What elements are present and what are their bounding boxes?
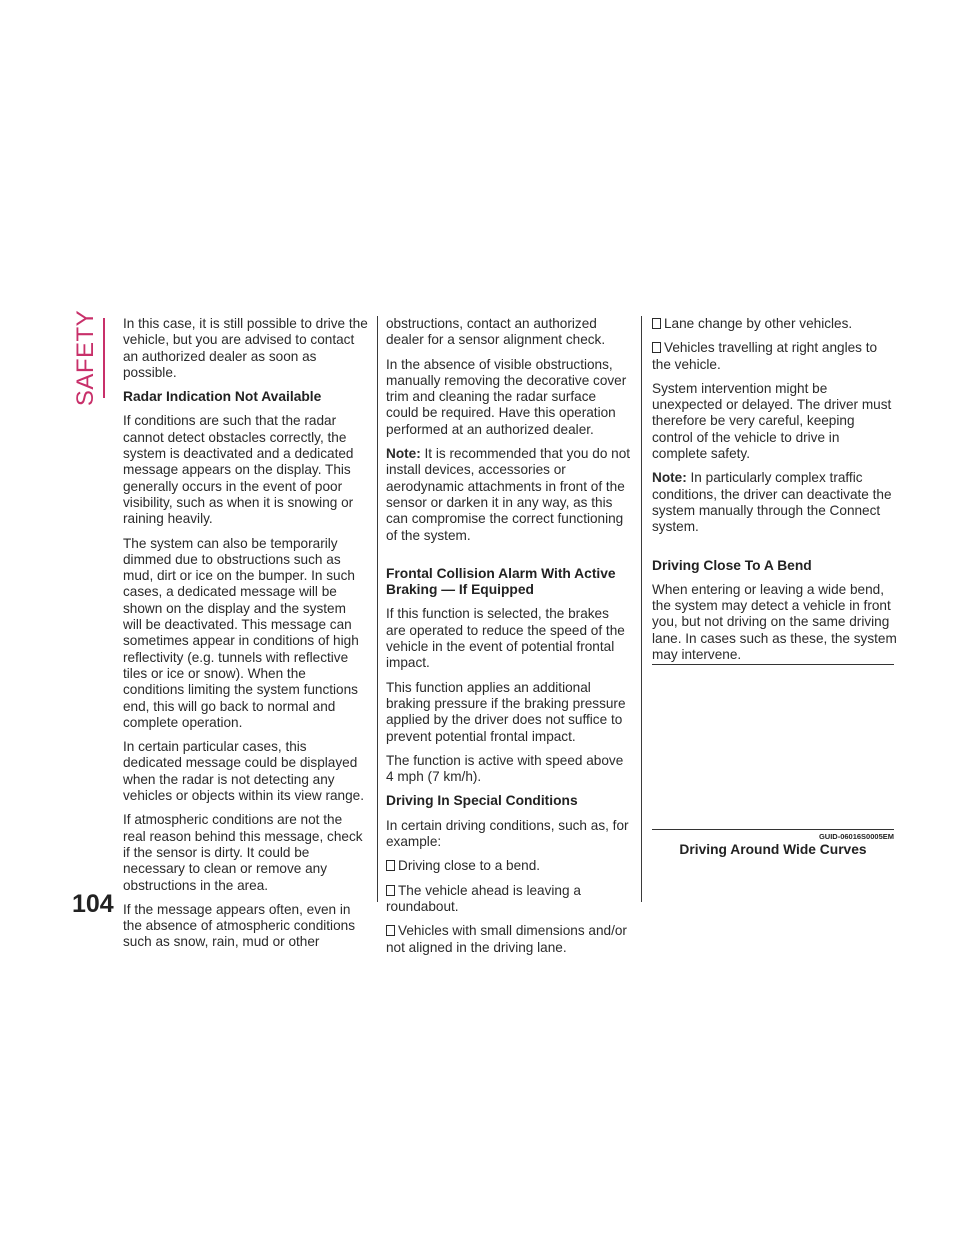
figure-id: GUID-06016S0005EM	[818, 832, 894, 841]
note-label: Note:	[386, 446, 421, 462]
paragraph: If conditions are such that the radar cannot detect obstacles correctly, the system is deactivated and a dedicated message appears on the display. This generally occurs in the event of poor visibility, such as when it is snowing or raining heavily.	[123, 413, 354, 527]
figure-caption: Driving Around Wide Curves	[679, 842, 867, 857]
section-tab	[72, 309, 100, 407]
heading-radar-not-available: Radar Indication Not Available	[123, 389, 322, 405]
paragraph: The function is active with speed above 4 mph (7 km/h).	[386, 752, 624, 785]
heading-driving-close-to-bend: Driving Close To A Bend	[652, 557, 812, 573]
list-item: Vehicles with small dimensions and/or not aligned in the driving lane.	[386, 923, 627, 955]
paragraph: In certain particular cases, this dedicated message could be displayed when the radar is not detecting any vehicles or objects within its view range.	[123, 739, 365, 804]
paragraph: In certain driving conditions, such as, for example:	[386, 817, 629, 850]
checkbox-bullet-icon	[652, 318, 661, 329]
paragraph: If this function is selected, the brakes are operated to reduce the speed of the vehicle in the event of potential frontal impact.	[386, 606, 625, 671]
paragraph: If the message appears often, even in the absence of atmospheric conditions such as snow, rain, mud or other	[123, 901, 355, 950]
paragraph: System intervention might be unexpected or delayed. The driver must therefore be very careful, keeping control of the vehicle to drive in complete safety.	[652, 380, 892, 462]
note-text: It is recommended that you do not install devices, accessories or aerodynamic attachments in front of the sensor or darken it in any way, as this can compromise the correct functioning of the system.	[386, 446, 631, 543]
column-1	[123, 316, 368, 959]
figure-top-rule	[652, 664, 894, 665]
note-label: Note:	[652, 470, 687, 486]
heading-special-conditions: Driving In Special Conditions	[386, 793, 578, 809]
heading-frontal-collision: Frontal Collision Alarm With Active Braking — If Equipped	[386, 565, 616, 598]
paragraph: obstructions, contact an authorized dealer for a sensor alignment check.	[386, 316, 606, 348]
paragraph: In this case, it is still possible to drive the vehicle, but you are advised to contact an authorized dealer as soon as possible.	[123, 316, 368, 380]
column-2	[386, 316, 631, 964]
figure-bottom-rule	[652, 829, 894, 830]
section-tab-rule	[103, 318, 105, 398]
paragraph: When entering or leaving a wide bend, the system may detect a vehicle in front you, but not driving on the same driving lane. In cases such as these, the system may intervene.	[652, 581, 897, 663]
paragraph: The system can also be temporarily dimmed due to obstructions such as mud, dirt or ice on the bumper. In such cases, a dedicated message will be shown on the display and the system will be deactivated. This message can sometimes appear in conditions of high reflectivity (e.g. tunnels with reflective tiles or ice or snow). When the conditions limiting the system functions end, this will go back to normal and complete operation.	[123, 535, 359, 730]
column-divider	[377, 316, 378, 902]
list-item: Vehicles travelling at right angles to the vehicle.	[652, 340, 878, 372]
column-divider	[641, 316, 642, 902]
list-item: Lane change by other vehicles.	[652, 316, 898, 332]
checkbox-bullet-icon	[386, 860, 395, 871]
list-item: Driving close to a bend.	[386, 858, 631, 874]
section-tab-label: SAFETY	[72, 309, 100, 407]
list-item: The vehicle ahead is leaving a roundabout.	[386, 882, 581, 914]
note	[652, 470, 898, 535]
paragraph: This function applies an additional braking pressure if the braking pressure applied by the driver does not suffice to prevent potential frontal impact.	[386, 679, 626, 744]
note-text: In particularly complex traffic conditions, the driver can deactivate the system manually through the Connect system.	[652, 470, 892, 535]
note	[386, 446, 631, 544]
column-3	[652, 316, 898, 671]
checkbox-bullet-icon	[386, 925, 395, 936]
checkbox-bullet-icon	[652, 342, 661, 353]
paragraph: If atmospheric conditions are not the real reason behind this message, check if the sensor is dirty. It could be necessary to clean or remove any obstructions in the area.	[123, 812, 363, 893]
page-number: 104	[72, 890, 114, 918]
checkbox-bullet-icon	[386, 885, 395, 896]
paragraph: In the absence of visible obstructions, manually removing the decorative cover trim and cleaning the radar surface could be required. Have this operation performed at an authorized dealer.	[386, 356, 627, 437]
